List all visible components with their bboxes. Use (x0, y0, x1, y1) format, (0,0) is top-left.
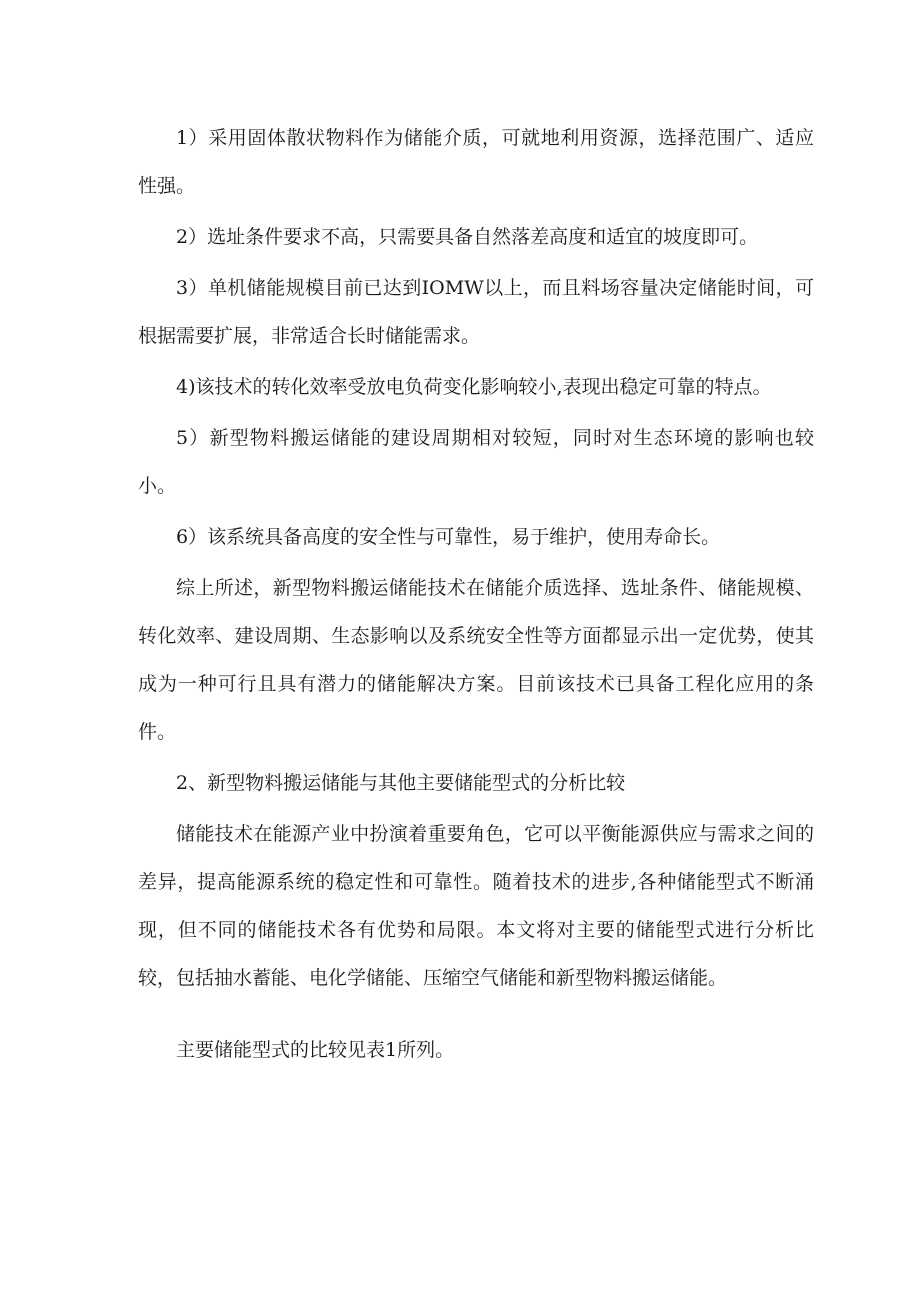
advantage-item-2: 2）选址条件要求不高，只需要具备自然落差高度和适宜的坡度即可。 (176, 226, 759, 248)
section-heading: 2、新型物料搬运储能与其他主要储能型式的分析比较 (176, 772, 626, 794)
advantage-item-6: 6）该系统具备高度的安全性与可靠性，易于维护，使用寿命长。 (176, 526, 721, 548)
intro-paragraph: 储能技术在能源产业中扮演着重要角色，它可以平衡能源供应与需求之间的差异，提高能源系统的稳定性和可靠性。随着技术的进步,各种储能型式不断涌现，但不同的储能技术各有优势和局限。本文将对主要的储能型式进行分析比较，包括抽水蓄能、电化学储能、压缩空气储能和新型物料搬运储能。 (138, 823, 814, 989)
table-reference-paragraph: 主要储能型式的比较见表1所列。 (176, 1039, 455, 1061)
document-body (138, 114, 814, 1077)
summary-paragraph: 综上所述，新型物料搬运储能技术在储能介质选择、选址条件、储能规模、转化效率、建设周期、生态影响以及系统安全性等方面都显示出一定优势，使其成为一种可行且具有潜力的储能解决方案。目前该技术已具备工程化应用的条件。 (138, 577, 814, 743)
advantage-item-5: 5）新型物料搬运储能的建设周期相对较短，同时对生态环境的影响也较小。 (138, 427, 814, 497)
advantage-item-3: 3）单机储能规模目前已达到IOMW以上，而且料场容量决定储能时间，可根据需要扩展，非常适合长时储能需求。 (138, 277, 814, 347)
advantage-item-4: 4)该技术的转化效率受放电负荷变化影响较小,表现出稳定可靠的特点。 (176, 376, 772, 398)
advantage-item-1: 1）采用固体散状物料作为储能介质，可就地利用资源，选择范围广、适应性强。 (138, 127, 814, 197)
